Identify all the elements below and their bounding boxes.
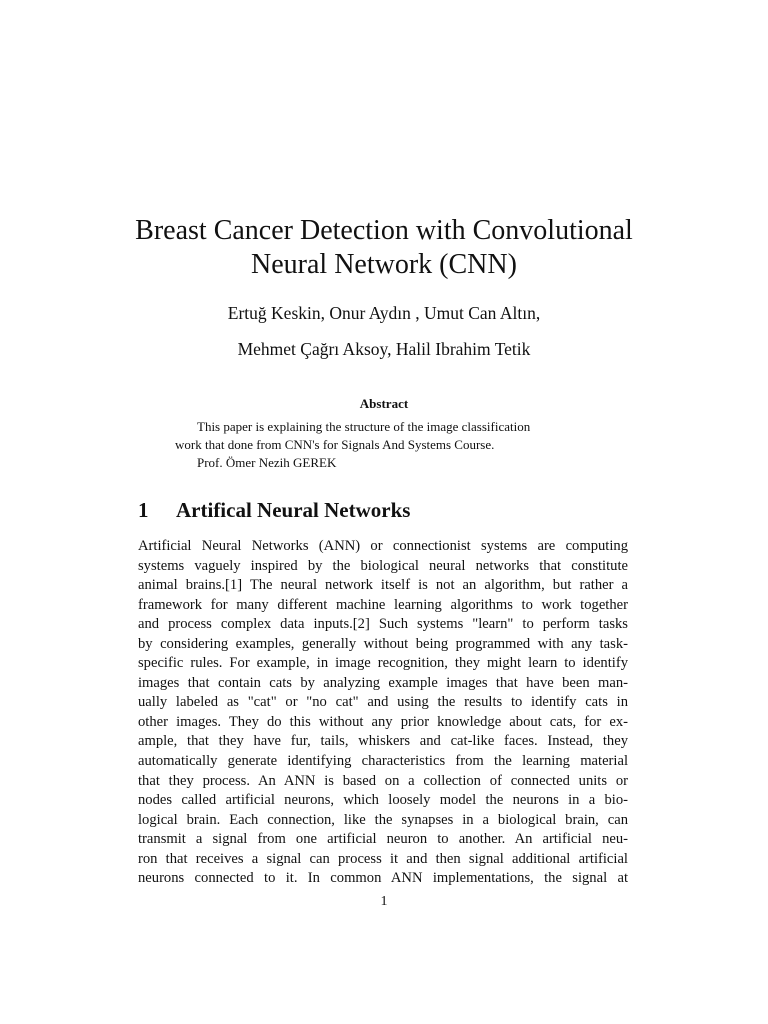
body-line: nodes called artificial neurons, which loosely model the neurons in a bio- — [138, 792, 628, 809]
author-list-line-1: Ertuğ Keskin, Onur Aydın , Umut Can Altın, — [227, 303, 541, 323]
section-number: 1 — [138, 498, 149, 522]
author-list-line-2: Mehmet Çağrı Aksoy, Halil Ibrahim Tetik — [237, 339, 531, 359]
body-line: transmit a signal from one artificial neuron to another. An artificial neu- — [138, 831, 628, 848]
abstract-heading: Abstract — [359, 396, 409, 411]
body-line: automatically generate identifying characteristics from the learning material — [138, 753, 628, 770]
abstract-line: Prof. Ömer Nezih GEREK — [197, 455, 337, 470]
body-line: specific rules. For example, in image recognition, they might learn to identify — [138, 655, 628, 672]
abstract-line: work that done from CNN's for Signals And Systems Course. — [175, 437, 495, 452]
body-line: logical brain. Each connection, like the synapses in a biological brain, can — [138, 811, 628, 828]
section-title: Artifical Neural Networks — [176, 498, 411, 522]
paper-title-line-1: Breast Cancer Detection with Convolutional — [135, 215, 633, 246]
body-line: neurons connected to it. In common ANN implementations, the signal at — [138, 870, 628, 887]
body-line: by considering examples, generally without being programmed with any task- — [138, 635, 628, 652]
body-line: ample, that they have fur, tails, whiskers and cat-like faces. Instead, they — [138, 733, 628, 750]
body-line: images that contain cats by analyzing example images that have been man- — [138, 674, 628, 691]
section-body-paragraph — [138, 537, 628, 889]
body-line: ron that receives a signal can process it and then signal additional artificial — [138, 850, 628, 867]
page-number: 1 — [380, 894, 388, 909]
body-line: framework for many different machine learning algorithms to work together — [138, 596, 628, 613]
abstract-line: This paper is explaining the structure of the image classification — [197, 419, 531, 434]
paper-title-line-2: Neural Network (CNN) — [251, 249, 517, 280]
body-line: and process complex data inputs.[2] Such systems "learn" to perform tasks — [138, 616, 628, 633]
body-line: Artificial Neural Networks (ANN) or connectionist systems are computing — [138, 538, 628, 554]
body-line: that they process. An ANN is based on a collection of connected units or — [138, 772, 628, 789]
body-line: ually labeled as "cat" or "no cat" and using the results to identify cats in — [138, 694, 628, 711]
body-line: systems vaguely inspired by the biological neural networks that constitute — [138, 557, 628, 574]
paper-title — [80, 214, 688, 282]
body-line: animal brains.[1] The neural network itself is not an algorithm, but rather a — [138, 577, 628, 594]
abstract-body — [175, 418, 595, 472]
section-heading — [138, 496, 410, 524]
body-line: other images. They do this without any prior knowledge about cats, for ex- — [138, 713, 628, 730]
